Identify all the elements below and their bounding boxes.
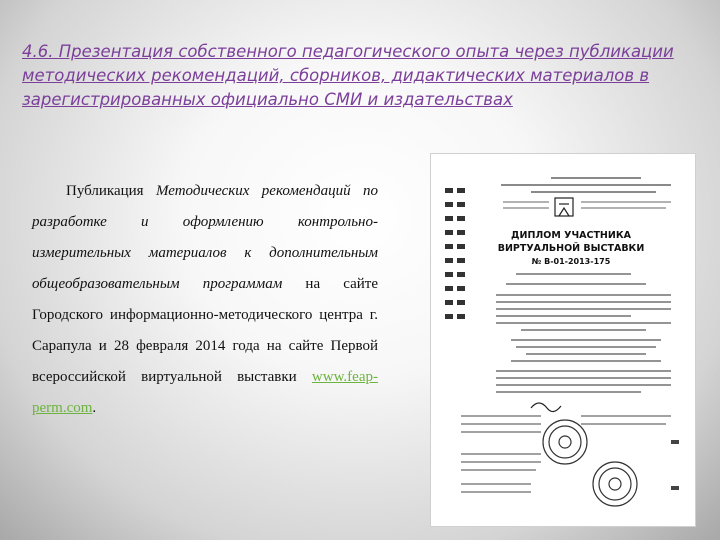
seal-icon xyxy=(543,420,587,464)
corner-marks xyxy=(671,440,679,490)
emblem-icon xyxy=(555,198,573,216)
binder-marks xyxy=(445,188,465,319)
diploma-scan xyxy=(430,153,696,527)
text-end: . xyxy=(92,400,97,416)
diploma-text-lines xyxy=(496,274,671,392)
header-lines xyxy=(501,178,671,192)
diploma-heading-1: ДИПЛОМ УЧАСТНИКА xyxy=(511,230,631,241)
feap-link[interactable]: www.feap-perm.com xyxy=(32,369,378,416)
signature-lines xyxy=(461,416,671,492)
text-details: на сайте Городского информационно-методического центра г. Сарапула и 28 февраля 2014 года на сайте Первой всероссийской виртуальной выставки xyxy=(32,276,378,385)
subheader-lines xyxy=(503,202,671,208)
page-title: 4.6. Презентация собственного педагогического опыта через публикации методических рекомендаций, сборников, дидактических материалов в зарегистрированных официально СМИ и издательствах xyxy=(22,42,674,109)
text-intro: Публикация xyxy=(66,183,156,199)
diploma-heading-2: ВИРТУАЛЬНОЙ ВЫСТАВКИ xyxy=(497,243,645,254)
diploma-scan-image xyxy=(431,154,695,526)
signature-mark xyxy=(531,403,561,412)
diploma-number: № В-01-2013-175 xyxy=(531,257,611,266)
publication-description xyxy=(32,176,378,424)
text-publication-title: Методических рекомендаций по разработке и оформлению контрольно-измерительных материалов к дополнительным общеобразовательным программам xyxy=(32,183,378,292)
seal-icon-2 xyxy=(593,462,637,506)
